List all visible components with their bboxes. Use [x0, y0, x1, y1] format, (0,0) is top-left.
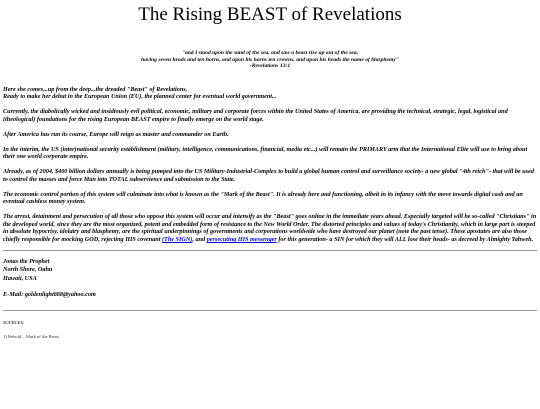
paragraph: The economic control portion of this system will culminate into what is known as the "Mark of the Beast". It is already here and functioning, albeit in its infancy with the move towards digital cash and an eventual cashless money system.	[3, 190, 523, 206]
author-name: Jonas the Prophet	[3, 257, 50, 265]
author-email: E-Mail: goldenlight888@yahoo.com	[3, 291, 96, 299]
scripture-quote	[3, 50, 537, 70]
paragraph: Already, as of 2004, $400 billion dollars annually is being pumped into the US Military-Industrial-Complex to build a global human control and surveillance society- a new global "4th reich"- that will be used to control the masses and force Man into TOTAL subservience and submission to the State.	[3, 168, 534, 183]
quote-line: "and I stood upon the sand of the sea, and saw a beast rise up out of the sea,	[181, 50, 359, 56]
signature-block	[3, 258, 537, 284]
paragraph: After America has run its course, Europe will reign as master and commander on Earth.	[3, 130, 229, 138]
author-location: Hawaii, USA	[3, 274, 37, 282]
paragraph-text: , and	[192, 235, 207, 243]
the-sign-link[interactable]: (The SIGN)	[161, 235, 193, 243]
paragraph-text: The arrest, detainment and persecution of all those who oppose this system will occur and intensify as the "Beast" goes online in the immediate years ahead. Especially targeted will be so-called "Christians" in the developed world, since they are the most organized, potent and embedded form of resistance to the New World Order. The distorted principles and values of today's Christianity, which in large part is steeped in absolute hypocrisy, idolatry and blasphemy, are the spiritual underpinnings of governments and corporations worldwide who have destroyed our planet (note the past tense). These apostates are also those chiefly responsible for mocking GOD, rejecting HIS covenant	[3, 213, 537, 243]
paragraph-text: for this generation- a SIN for which they will ALL lose their heads- as decreed by Almighty Yahweh.	[276, 235, 534, 243]
page-title: The Rising BEAST of Revelations	[138, 4, 402, 25]
paragraph-intro	[3, 86, 537, 101]
paragraph-persecution	[3, 213, 537, 243]
paragraph: Currently, the diabolically wicked and insidiously evil political, economic, military and corporate forces within the United States of America, are providing the technical, strategic, legal, logistical and (theological) foundations for the rising European BEAST empire to finally emerge on the world stage.	[3, 108, 508, 123]
article-body	[3, 86, 537, 244]
author-location: North Shore, Oahu	[3, 266, 53, 274]
source-item: 1) Behold... Mark of the Beast	[3, 333, 59, 339]
sources-heading: SOURCES:	[3, 319, 25, 325]
divider	[3, 310, 537, 311]
persecuting-messenger-link[interactable]: persecuting HIS messenger	[206, 235, 277, 243]
intro-line: Here she comes...up from the deep...the dreaded "Beast" of Revelations.	[3, 85, 188, 93]
quote-line: having seven heads and ten horns, and upon his horns ten crowns, and upon his heads the name of blasphemy"	[141, 56, 399, 63]
intro-line: Ready to make her debut in the European Union (EU), the planned center for eventual world government...	[3, 93, 277, 101]
page	[0, 4, 540, 340]
quote-citation: -Revelations 13:1	[249, 63, 291, 70]
divider	[3, 250, 537, 251]
paragraph: In the interim, the US (inter)national security establishment (military, intelligence, communications, financial, media etc...) will remain the PRIMARY arm that the International Elite will use to bring about their one world corporate empire.	[3, 145, 528, 161]
